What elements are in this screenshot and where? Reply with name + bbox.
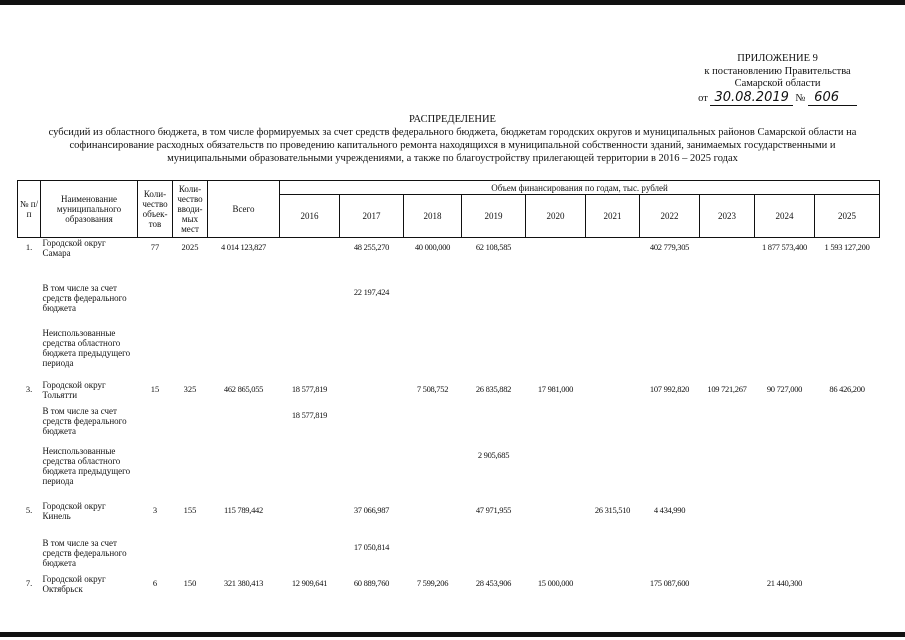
- cell-year-2018: [404, 501, 462, 538]
- header-num: № п/п: [18, 181, 41, 238]
- cell-year-2023: [700, 446, 755, 501]
- date-line: [698, 89, 857, 106]
- cell-places: 325: [183, 383, 197, 394]
- cell-year-2022: 175 087,600: [649, 577, 690, 588]
- cell-year-2025: [815, 406, 880, 446]
- cell-year-2023: [700, 538, 755, 574]
- cell-year-2022: [640, 406, 700, 446]
- cell-year-2020: [526, 328, 586, 380]
- cell-year-2018: [404, 406, 462, 446]
- cell-year-2021: 26 315,510: [594, 504, 631, 515]
- cell-name: Городской округ Самара: [42, 238, 106, 258]
- header-year: 2017: [340, 195, 404, 238]
- cell-year-2020: [526, 238, 586, 283]
- header-total: Всего: [208, 181, 280, 238]
- title-main: РАСПРЕДЕЛЕНИЕ: [409, 114, 496, 125]
- cell-num: [18, 446, 41, 501]
- table-row: [18, 328, 880, 380]
- cell-year-2025: [815, 328, 880, 380]
- cell-year-2016: [280, 328, 340, 380]
- cell-year-2016: [280, 538, 340, 574]
- cell-year-2025: [815, 446, 880, 501]
- cell-total: [208, 283, 280, 328]
- cell-objects: [138, 446, 173, 501]
- cell-year-2018: [404, 538, 462, 574]
- cell-year-2021: [586, 283, 640, 328]
- cell-places: [173, 283, 208, 328]
- cell-total: [208, 446, 280, 501]
- resolution-label: к постановлению Правительства: [704, 65, 851, 77]
- header-year: 2018: [404, 195, 462, 238]
- header-objects: Коли-чество объек-тов: [138, 181, 173, 238]
- cell-year-2019: 62 108,585: [475, 242, 512, 252]
- cell-year-2018: 7 508,752: [416, 383, 449, 394]
- cell-year-2019: [462, 328, 526, 380]
- cell-year-2025: 86 426,200: [829, 383, 865, 394]
- cell-year-2022: [640, 283, 700, 328]
- cell-year-2023: [700, 283, 755, 328]
- cell-year-2023: [700, 406, 755, 446]
- header-name: Наименование муниципального образования: [41, 181, 138, 238]
- cell-year-2020: 17 981,000: [537, 383, 574, 394]
- cell-total: 462 865,055: [223, 383, 264, 394]
- cell-objects: 6: [152, 577, 158, 588]
- cell-places: [173, 538, 208, 574]
- bottom-border: [0, 632, 905, 637]
- cell-year-2017: [340, 406, 404, 446]
- cell-year-2023: [700, 328, 755, 380]
- cell-total: 115 789,442: [224, 504, 263, 515]
- cell-objects: [138, 538, 173, 574]
- cell-year-2020: 15 000,000: [537, 577, 574, 588]
- table-row: [18, 406, 880, 446]
- cell-year-2023: 109 721,267: [707, 383, 747, 394]
- cell-year-2019: 28 453,906: [475, 577, 512, 588]
- cell-year-2016: [280, 501, 340, 538]
- header-places: Коли-чество вводи-мых мест: [173, 181, 208, 238]
- table-row: [18, 238, 880, 283]
- financing-table: [17, 180, 880, 604]
- cell-year-2022: 402 779,305: [649, 242, 690, 252]
- cell-name: В том числе за счет средств федерального бюджета: [42, 405, 127, 436]
- cell-year-2018: [404, 283, 462, 328]
- cell-year-2022: 4 434,990: [653, 504, 686, 515]
- cell-year-2017: 17 050,814: [353, 541, 390, 552]
- cell-year-2017: 22 197,424: [353, 286, 390, 297]
- top-border: [0, 0, 905, 5]
- cell-total: [208, 406, 280, 446]
- cell-year-2024: 21 440,300: [766, 577, 803, 588]
- cell-year-2024: 90 727,000: [766, 383, 803, 394]
- handwritten-date: 30.08.2019: [710, 90, 792, 106]
- cell-objects: [138, 406, 173, 446]
- cell-objects: [138, 283, 173, 328]
- cell-name: Неиспользованные средства областного бюджета предыдущего периода: [42, 445, 131, 486]
- cell-year-2017: 48 255,270: [353, 242, 390, 252]
- cell-objects: 77: [150, 242, 160, 252]
- cell-name: В том числе за счет средств федерального бюджета: [42, 282, 127, 313]
- cell-year-2023: [700, 574, 755, 604]
- cell-name: Городской округ Тольятти: [42, 379, 106, 400]
- cell-year-2019: 26 835,882: [475, 383, 512, 394]
- cell-year-2020: [526, 283, 586, 328]
- cell-year-2021: [586, 380, 640, 406]
- header-year: 2020: [526, 195, 586, 238]
- table-row: [18, 501, 880, 538]
- cell-name: В том числе за счет средств федерального бюджета: [42, 537, 127, 568]
- appendix-label: ПРИЛОЖЕНИЕ 9: [737, 53, 818, 64]
- cell-year-2021: [586, 538, 640, 574]
- table-row: [18, 538, 880, 574]
- cell-year-2017: [340, 328, 404, 380]
- cell-year-2025: [815, 501, 880, 538]
- cell-objects: 3: [152, 504, 158, 515]
- cell-year-2020: [526, 406, 586, 446]
- cell-year-2025: [815, 538, 880, 574]
- cell-total: [208, 328, 280, 380]
- cell-year-2016: 12 909,641: [291, 577, 328, 588]
- document-title: [0, 113, 905, 165]
- cell-year-2018: [404, 328, 462, 380]
- cell-year-2021: [586, 574, 640, 604]
- cell-name: Неиспользованные средства областного бюджета предыдущего периода: [42, 327, 131, 368]
- header-year: 2016: [280, 195, 340, 238]
- cell-total: 4 014 123,827: [221, 242, 266, 252]
- cell-year-2020: [526, 446, 586, 501]
- cell-total: 321 380,413: [223, 577, 264, 588]
- region-label: Самарской области: [734, 78, 821, 89]
- title-subtitle: субсидий из областного бюджета, в том числе формируемых за счет средств федерального бюджета, бюджетам городских округов и муниципальных районов Самарской области на софинансирование расходных обязательств по проведению капитального ремонта находящихся в муниципальной собственности зданий, занимаемых государственными и муниципальными образовательными учреждениями, а также по благоустройству прилегающей территории в 2016 – 2025 годах: [48, 127, 857, 164]
- table-row: [18, 380, 880, 406]
- cell-objects: [138, 328, 173, 380]
- table-row: [18, 574, 880, 604]
- cell-year-2021: [586, 328, 640, 380]
- cell-year-2019: 2 905,685: [477, 449, 510, 460]
- header-year: 2025: [815, 195, 880, 238]
- header-year: 2022: [640, 195, 700, 238]
- cell-year-2024: 1 877 573,400: [762, 242, 807, 252]
- cell-year-2016: 18 577,819: [291, 383, 328, 394]
- cell-year-2025: [815, 283, 880, 328]
- cell-year-2021: [586, 406, 640, 446]
- cell-year-2019: [462, 406, 526, 446]
- cell-year-2024: [755, 406, 815, 446]
- cell-name: Городской округ Октябрьск: [42, 573, 106, 594]
- table-row: [18, 446, 880, 501]
- cell-year-2024: [755, 283, 815, 328]
- cell-objects: 15: [150, 383, 160, 394]
- cell-year-2024: [755, 501, 815, 538]
- cell-num: 1.: [25, 242, 33, 252]
- cell-year-2022: [640, 446, 700, 501]
- cell-year-2020: [526, 538, 586, 574]
- cell-num: [18, 283, 41, 328]
- cell-num: [18, 538, 41, 574]
- cell-places: [173, 406, 208, 446]
- cell-year-2021: [586, 446, 640, 501]
- cell-name: Городской округ Кинель: [42, 500, 106, 521]
- cell-year-2019: [462, 283, 526, 328]
- header-year: 2024: [755, 195, 815, 238]
- cell-places: 2025: [181, 242, 199, 252]
- cell-year-2018: 7 599,206: [416, 577, 449, 588]
- cell-year-2025: 1 593 127,200: [824, 242, 870, 252]
- cell-places: 150: [183, 577, 197, 588]
- header-year: 2021: [586, 195, 640, 238]
- cell-year-2021: [586, 238, 640, 283]
- cell-year-2020: [526, 501, 586, 538]
- cell-year-2019: 47 971,955: [475, 504, 512, 515]
- cell-year-2017: [340, 380, 404, 406]
- cell-num: [18, 406, 41, 446]
- cell-num: 5.: [25, 504, 33, 515]
- cell-total: [208, 538, 280, 574]
- header-year: 2019: [462, 195, 526, 238]
- cell-year-2017: [340, 446, 404, 501]
- cell-year-2019: [462, 538, 526, 574]
- cell-year-2016: 18 577,819: [291, 409, 328, 420]
- cell-year-2018: 40 000,000: [414, 242, 451, 252]
- cell-num: 7.: [25, 577, 33, 588]
- cell-year-2016: [280, 238, 340, 283]
- header-year: 2023: [700, 195, 755, 238]
- cell-year-2017: 37 066,987: [353, 504, 390, 515]
- cell-year-2017: 60 889,760: [353, 577, 390, 588]
- cell-year-2024: [755, 446, 815, 501]
- appendix-block: [698, 53, 857, 105]
- date-prefix: от: [698, 92, 708, 104]
- cell-places: [173, 328, 208, 380]
- cell-year-2025: [815, 574, 880, 604]
- cell-year-2024: [755, 538, 815, 574]
- table-body: [18, 238, 880, 604]
- cell-year-2024: [755, 328, 815, 380]
- cell-year-2022: [640, 538, 700, 574]
- cell-year-2016: [280, 446, 340, 501]
- cell-num: 3.: [25, 383, 33, 394]
- cell-year-2016: [280, 283, 340, 328]
- handwritten-number: 606: [808, 90, 857, 106]
- cell-year-2022: 107 992,820: [649, 383, 690, 394]
- cell-year-2018: [404, 446, 462, 501]
- header-financing: Объем финансирования по годам, тыс. рублей: [280, 181, 880, 195]
- cell-year-2023: [700, 238, 755, 283]
- cell-places: 155: [183, 504, 197, 515]
- table-row: [18, 283, 880, 328]
- cell-year-2023: [700, 501, 755, 538]
- cell-num: [18, 328, 41, 380]
- number-prefix: №: [795, 92, 806, 104]
- cell-places: [173, 446, 208, 501]
- cell-year-2022: [640, 328, 700, 380]
